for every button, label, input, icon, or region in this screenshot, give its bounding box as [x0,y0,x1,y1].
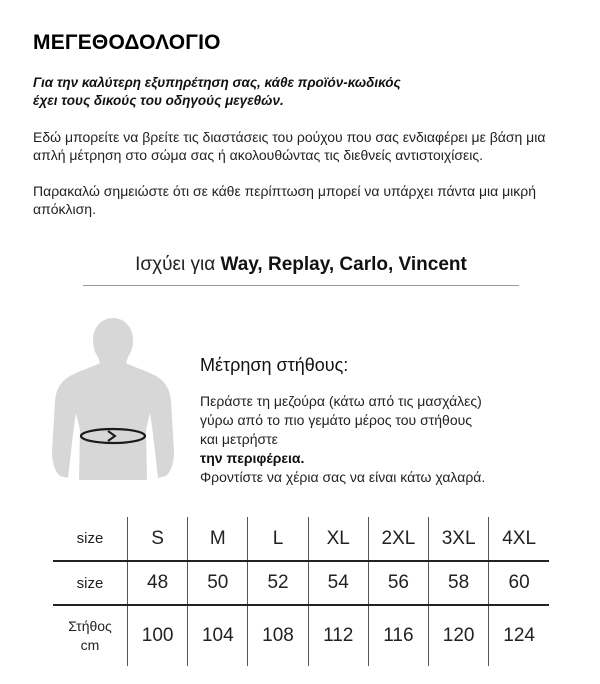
table-cell: 52 [248,561,308,605]
instruction-line-2: γύρω από το πιο γεμάτο μέρος του στήθους [200,412,473,428]
measurement-title: Μέτρηση στήθους: [200,355,349,375]
row-label [53,605,128,666]
page-title: ΜΕΓΕΘΟΔΟΛΟΓΙΟ [33,31,221,54]
size-table [53,517,549,666]
table-cell: 112 [308,605,368,666]
table-cell: 120 [429,605,489,666]
table-cell: 108 [248,605,308,666]
applies-to-heading [83,254,519,276]
row-label-line-1: Στήθος [68,618,112,634]
table-cell: S [128,517,188,561]
instruction-line-3-bold: την περιφέρεια. [200,450,305,466]
row-label-line-2: cm [80,637,100,653]
table-cell: 50 [188,561,248,605]
intro-line-1: Για την καλύτερη εξυπηρέτηση σας, κάθε προϊόν-κωδικός [33,75,401,90]
row-label: size [53,517,128,561]
table-cell: 124 [489,605,549,666]
intro-line-2: έχει τους δικούς του οδηγούς μεγεθών. [33,93,284,108]
table-row [53,517,549,561]
table-cell: 2XL [368,517,428,561]
description-paragraph-2: Παρακαλώ σημειώστε ότι σε κάθε περίπτωση μπορεί να υπάρχει πάντα μια μικρή απόκλιση. [33,183,537,217]
applies-brands: Way, Replay, Carlo, Vincent [220,254,467,275]
instruction-line-1: Περάστε τη μεζούρα (κάτω από τις μασχάλες) [200,393,482,409]
description-paragraph-1: Εδώ μπορείτε να βρείτε τις διαστάσεις του ρούχου που σας ενδιαφέρει με βάση μια απλή μέτρηση στο σώμα σας ή ακολουθώντας τις διεθνείς αντιστοιχίσεις. [33,129,546,163]
table-cell: 58 [429,561,489,605]
table-cell: 54 [308,561,368,605]
table-cell: 4XL [489,517,549,561]
divider [83,285,519,286]
table-cell: M [188,517,248,561]
table-row [53,561,549,605]
table-cell: 3XL [429,517,489,561]
instruction-line-4: Φροντίστε να χέρια σας να είναι κάτω χαλαρά. [200,469,486,485]
table-cell: 56 [368,561,428,605]
instruction-line-3 [200,430,560,468]
instruction-line-3-prefix: και μετρήστε [200,431,278,447]
table-cell: 104 [188,605,248,666]
measurement-instructions [200,392,560,487]
table-cell: 100 [128,605,188,666]
intro-text [33,74,513,110]
row-label: size [53,561,128,605]
table-cell: 116 [368,605,428,666]
table-cell: 48 [128,561,188,605]
table-row [53,605,549,666]
table-cell: L [248,517,308,561]
table-cell: XL [308,517,368,561]
applies-prefix: Ισχύει για [135,254,221,275]
table-cell: 60 [489,561,549,605]
torso-silhouette-icon [46,312,180,482]
torso-shape [52,318,174,480]
